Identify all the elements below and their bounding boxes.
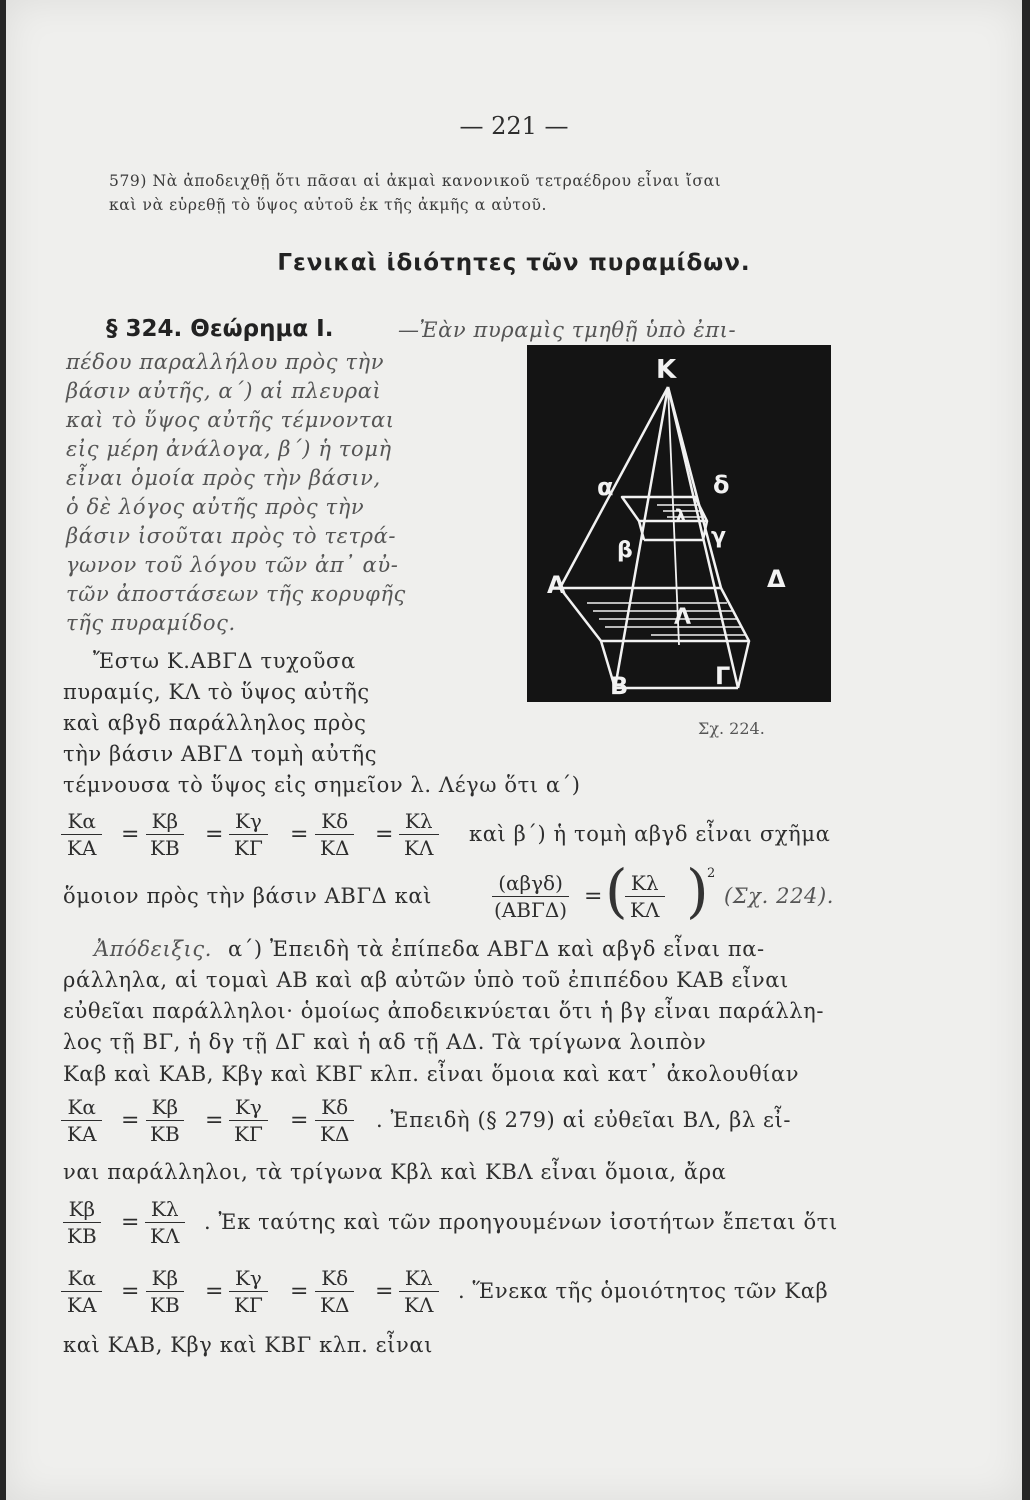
theorem-line-6: εἶναι ὁμοία πρὸς τὴν βάσιν, [66, 466, 381, 490]
equals-sign: = [205, 1108, 224, 1133]
ratio-line4-tail: . Ἕνεκα τῆς ὁμοιότητος τῶν Καβ [458, 1279, 829, 1303]
equals-sign: = [121, 822, 140, 847]
last-line: καὶ ΚΑΒ, Κβγ καὶ ΚΒΓ κλπ. εἶναι [63, 1333, 433, 1357]
proof-line-2: ράλληλα, αἱ τομαὶ ΑΒ καὶ αβ αὐτῶν ὑπὸ τοῦ ἐπιπέδου ΚΑΒ εἶναι [63, 968, 789, 992]
ratio-kg [228, 1094, 269, 1147]
ratio-line3-tail: . Ἐκ ταύτης καὶ τῶν προηγουμένων ἰσοτήτων ἔπεται ὅτι [204, 1210, 838, 1234]
label-d: δ [713, 471, 730, 499]
left-paren: ( [605, 857, 628, 925]
equals-sign: = [205, 822, 224, 847]
ratio-den: ΚΑ [67, 836, 97, 860]
ratio-num: Κα [61, 1265, 101, 1292]
equals-sign: = [375, 1279, 394, 1304]
ratio-num: Κβ [146, 1265, 185, 1292]
ratio-num: (αβγδ) [492, 870, 569, 897]
equals-sign: = [205, 1279, 224, 1304]
equals-sign: = [121, 1108, 140, 1133]
ratio-den: ΚΒ [150, 1293, 180, 1317]
ratio-num: Κα [61, 1094, 101, 1121]
edge-g-front [738, 641, 749, 688]
ratio-line2-tail: . Ἐπειδὴ (§ 279) αἱ εὐθεῖαι ΒΛ, βλ εἶ- [376, 1108, 792, 1132]
exercise-line-1: 579) Νὰ ἀποδειχθῇ ὅτι πᾶσαι αἱ ἀκμαὶ κανονικοῦ τετραέδρου εἶναι ἴσαι [109, 172, 722, 190]
ratio-den: ΚΑ [67, 1122, 97, 1146]
exercise-line-2: καὶ νὰ εὑρεθῇ τὸ ὕψος αὐτοῦ ἐκ τῆς ἀκμῆς α αὐτοῦ. [109, 196, 548, 214]
ratio-ka [61, 808, 102, 861]
proof-line-5: Καβ καὶ ΚΑΒ, Κβγ καὶ ΚΒΓ κλπ. εἶναι ὅμοια καὶ κατ᾽ ἀκολουθίαν [63, 1062, 800, 1086]
setup-line-4: τὴν βάσιν ΑΒΓΔ τομὴ αὐτῆς [63, 742, 378, 766]
theorem-line-2: πέδου παραλλήλου πρὸς τὴν [66, 350, 385, 374]
theorem-line-9: γωνον τοῦ λόγου τῶν ἀπ᾽ αὐ- [66, 553, 399, 577]
label-b: β [617, 538, 633, 563]
ratio-den: ΚΔ [320, 1293, 350, 1317]
book-page [6, 0, 1022, 1500]
edge-ka [560, 387, 668, 588]
ratio-den: ΚΛ [150, 1224, 180, 1248]
ratio-den: ΚΓ [234, 1122, 263, 1146]
setup-line-1: Ἔστω Κ.ΑΒΓΔ τυχοῦσα [93, 649, 356, 673]
ratio-den: ΚΓ [234, 1293, 263, 1317]
label-A: Α [547, 571, 566, 599]
setup-line-3: καὶ αβγδ παράλληλος πρὸς [63, 711, 367, 735]
theorem-line-7: ὁ δὲ λόγος αὐτῆς πρὸς τὴν [66, 495, 365, 519]
ratio-kb [144, 808, 186, 861]
setup-line-5: τέμνουσα τὸ ὕψος εἰς σημεῖον λ. Λέγω ὅτι α΄) [63, 773, 581, 797]
equals-sign: = [290, 1279, 309, 1304]
ratio-num: Κβ [146, 808, 185, 835]
theorem-line-5: εἰς μέρη ἀνάλογα, β΄) ἡ τομὴ [66, 437, 392, 461]
label-g: γ [711, 524, 726, 549]
proof-line-1: α΄) Ἐπειδὴ τὰ ἐπίπεδα ΑΒΓΔ καὶ αβγδ εἶναι πα- [228, 937, 765, 961]
label-a: α [597, 473, 614, 501]
ratio-num: Κα [61, 808, 101, 835]
section-title: Γενικαὶ ἰδιότητες τῶν πυραμίδων. [277, 250, 751, 276]
ratio-den: ΚΛ [404, 836, 434, 860]
label-D: Δ [767, 565, 786, 593]
ratio-num: Κγ [229, 1265, 268, 1292]
label-B: Β [610, 672, 629, 700]
ratio-num: Κδ [315, 808, 354, 835]
label-apex-k: Κ [656, 355, 677, 385]
page-number: — 221 — [459, 112, 569, 140]
ratio-den: (ΑΒΓΔ) [494, 898, 568, 922]
ratio-den: ΚΑ [67, 1293, 97, 1317]
ratio-den: ΚΔ [320, 1122, 350, 1146]
proof-line-4: λος τῇ ΒΓ, ἡ δγ τῇ ΔΓ καὶ ἡ αδ τῇ ΑΔ. Τὰ τρίγωνα λοιπὸν [63, 1030, 707, 1054]
theorem-line-3: βάσιν αὐτῆς, α΄) αἱ πλευραὶ [66, 379, 382, 403]
ratio-kl [398, 1265, 439, 1318]
label-L: Λ [674, 605, 692, 630]
ratio-areas [488, 870, 573, 923]
equals-sign: = [290, 1108, 309, 1133]
ratio-kg [228, 808, 269, 861]
ratio-den: ΚΒ [67, 1224, 97, 1248]
line-after-ratio2: ναι παράλληλοι, τὰ τρίγωνα Κβλ καὶ ΚΒΛ εἶναι ὅμοια, ἄρα [63, 1160, 727, 1184]
ratio-den: ΚΛ [630, 898, 660, 922]
exponent: 2 [707, 866, 716, 881]
ratio-ka [61, 1094, 102, 1147]
equals-sign: = [290, 822, 309, 847]
pyramid-diagram [527, 345, 831, 702]
ratio-den: ΚΒ [150, 836, 180, 860]
theorem-heading: § 324. Θεώρημα I. [106, 316, 334, 342]
theorem-line-1: —Ἐὰν πυραμὶς τμηθῇ ὑπὸ ἐπι- [398, 318, 737, 342]
ratio-kl-squared [624, 870, 665, 923]
ratio-ka [61, 1265, 102, 1318]
ratio-den: ΚΛ [404, 1293, 434, 1317]
figure-caption: Σχ. 224. [698, 719, 765, 738]
ratio-num: Κλ [399, 1265, 439, 1292]
theorem-line-10: τῶν ἀποστάσεων τῆς κορυφῆς [66, 582, 406, 606]
proof-line-3: εὐθεῖαι παράλληλοι· ὁμοίως ἀποδεικνύεται ὅτι ἡ βγ εἶναι παράλλη- [63, 999, 825, 1023]
ratio-num: Κγ [229, 808, 268, 835]
base-hatching [587, 603, 745, 635]
proof-label: Ἀπόδειξις. [94, 937, 212, 961]
theorem-line-4: καὶ τὸ ὕψος αὐτῆς τέμνονται [66, 408, 395, 432]
setup-line-2: πυραμίς, ΚΛ τὸ ὕψος αὐτῆς [63, 680, 370, 704]
ratio-num: Κγ [229, 1094, 268, 1121]
ratio-kd [314, 1094, 355, 1147]
right-paren: ) [686, 857, 709, 925]
ratio-num: Κλ [399, 808, 439, 835]
ratio-num: Κβ [63, 1196, 102, 1223]
ratio-kd [314, 808, 355, 861]
ratio-kb [144, 1265, 186, 1318]
ratio-den: ΚΒ [150, 1122, 180, 1146]
theorem-line-11: τῆς πυραμίδος. [66, 611, 236, 635]
pyramid-figure [527, 345, 831, 702]
ratio-kd [314, 1265, 355, 1318]
equals-sign: = [121, 1279, 140, 1304]
equals-sign: = [375, 822, 394, 847]
ratio-kb [144, 1094, 186, 1147]
label-l: λ [675, 506, 687, 527]
ratio-num: Κδ [315, 1094, 354, 1121]
eq2-ref: (Σχ. 224). [724, 884, 835, 908]
ratio-den: ΚΓ [234, 836, 263, 860]
ratio-kg [228, 1265, 269, 1318]
eq1-tail: καὶ β΄) ἡ τομὴ αβγδ εἶναι σχῆμα [469, 822, 831, 846]
equals-sign: = [121, 1210, 140, 1235]
ratio-num: Κδ [315, 1265, 354, 1292]
eq2-lead: ὅμοιον πρὸς τὴν βάσιν ΑΒΓΔ καὶ [63, 884, 433, 908]
ratio-kb [61, 1196, 103, 1249]
equals-sign: = [584, 884, 603, 909]
ratio-kl [144, 1196, 185, 1249]
ratio-num: Κβ [146, 1094, 185, 1121]
ratio-num: Κλ [625, 870, 665, 897]
ratio-num: Κλ [145, 1196, 185, 1223]
ratio-den: ΚΔ [320, 836, 350, 860]
theorem-line-8: βάσιν ἰσοῦται πρὸς τὸ τετρά- [66, 524, 397, 548]
label-G: Γ [715, 662, 731, 690]
ratio-kl [398, 808, 439, 861]
